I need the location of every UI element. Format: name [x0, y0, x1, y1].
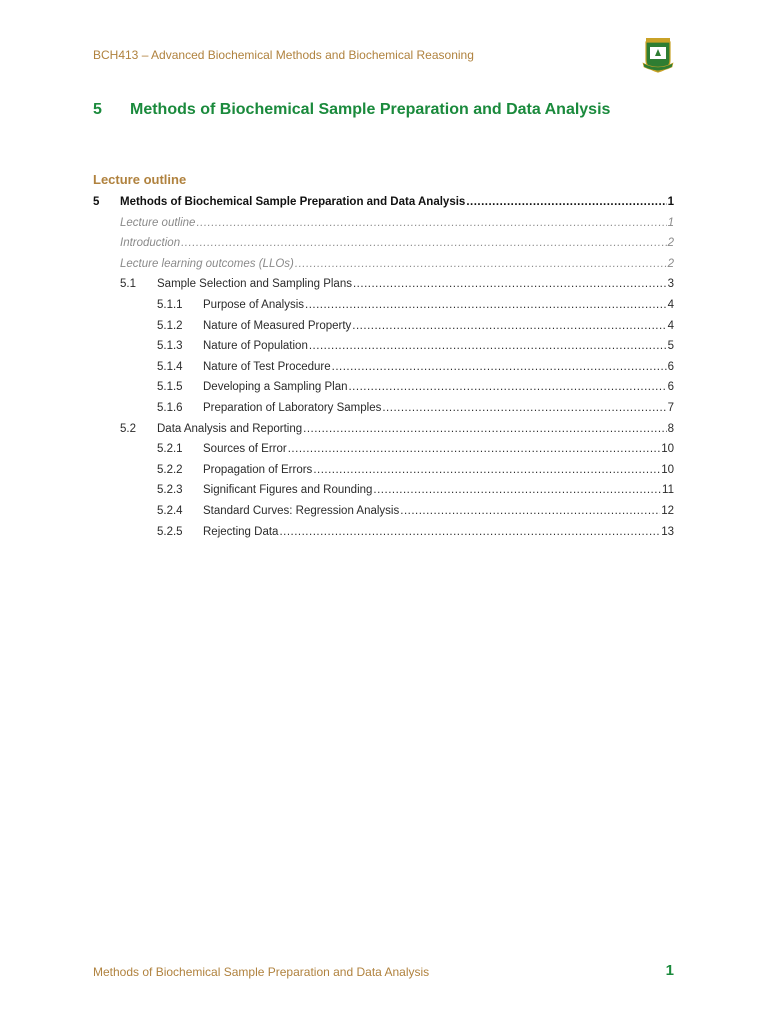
toc-leader-dots	[332, 361, 667, 373]
toc-entry-label: Sample Selection and Sampling Plans	[157, 278, 352, 291]
toc-entry-page: 12	[661, 504, 674, 517]
toc-leader-dots	[382, 402, 666, 414]
toc-entry-page: 5	[667, 340, 674, 353]
toc-entry-label: Preparation of Laboratory Samples	[203, 401, 382, 414]
toc-entry-page: 1	[667, 196, 674, 208]
toc-leader-dots	[303, 423, 666, 435]
table-of-contents	[93, 196, 674, 546]
toc-leader-dots	[348, 381, 666, 393]
toc-entry-page: 7	[667, 401, 674, 414]
toc-entry-page: 10	[661, 463, 674, 476]
toc-entry-label: Developing a Sampling Plan	[203, 381, 348, 394]
toc-entry-number: 5.1.1	[157, 298, 183, 311]
toc-entry-label: Nature of Test Procedure	[203, 360, 331, 373]
toc-entry-page: 10	[661, 443, 674, 456]
toc-leader-dots	[295, 258, 667, 270]
toc-entry-label: Lecture learning outcomes (LLOs)	[120, 257, 294, 270]
toc-entry[interactable]	[93, 196, 674, 217]
toc-entry[interactable]	[93, 423, 674, 444]
toc-entry[interactable]	[93, 505, 674, 526]
toc-entry-label: Significant Figures and Rounding	[203, 484, 373, 497]
toc-entry[interactable]	[93, 299, 674, 320]
toc-leader-dots	[181, 237, 666, 249]
toc-entry-page: 3	[667, 278, 674, 291]
toc-entry[interactable]	[93, 361, 674, 382]
toc-entry[interactable]	[93, 320, 674, 341]
toc-entry-page: 6	[667, 360, 674, 373]
toc-entry[interactable]	[93, 443, 674, 464]
toc-entry-page: 2	[667, 257, 674, 270]
toc-entry-label: Nature of Population	[203, 340, 308, 353]
chapter-title-text: Methods of Biochemical Sample Preparation and Data Analysis	[130, 101, 611, 118]
toc-leader-dots	[279, 526, 660, 538]
toc-entry-number: 5.2.3	[157, 484, 183, 497]
toc-entry-page: 6	[667, 381, 674, 394]
toc-leader-dots	[196, 217, 666, 229]
toc-entry[interactable]	[93, 340, 674, 361]
toc-entry[interactable]	[93, 278, 674, 299]
toc-entry-page: 4	[667, 319, 674, 332]
toc-entry-label: Nature of Measured Property	[203, 319, 352, 332]
toc-leader-dots	[352, 320, 666, 332]
university-crest-icon	[642, 36, 674, 74]
toc-entry-number: 5.1	[120, 278, 136, 291]
toc-leader-dots	[400, 505, 660, 517]
toc-leader-dots	[288, 443, 660, 455]
toc-entry-label: Lecture outline	[120, 216, 196, 229]
toc-leader-dots	[313, 464, 660, 476]
outline-heading: Lecture outline	[93, 172, 187, 187]
toc-entry-number: 5.2	[120, 422, 136, 435]
toc-entry[interactable]	[93, 464, 674, 485]
header-course-title: BCH413 – Advanced Biochemical Methods and Biochemical Reasoning	[93, 48, 474, 62]
toc-entry-label: Introduction	[120, 237, 181, 250]
toc-entry-page: 8	[667, 422, 674, 435]
chapter-number: 5	[93, 101, 102, 118]
toc-entry-number: 5.2.5	[157, 525, 183, 538]
toc-entry-page: 13	[661, 525, 674, 538]
toc-entry-page: 11	[662, 484, 674, 497]
toc-entry[interactable]	[93, 217, 674, 238]
toc-entry-label: Sources of Error	[203, 443, 287, 456]
toc-entry-label: Standard Curves: Regression Analysis	[203, 504, 400, 517]
page-number: 1	[665, 962, 674, 979]
toc-entry-number: 5.1.6	[157, 401, 183, 414]
toc-entry-number: 5.1.2	[157, 319, 183, 332]
chapter-title	[93, 101, 610, 119]
toc-entry-label: Methods of Biochemical Sample Preparation and Data Analysis	[120, 196, 466, 208]
toc-entry-number: 5.2.2	[157, 463, 183, 476]
toc-entry-number: 5.1.4	[157, 360, 183, 373]
toc-entry-label: Purpose of Analysis	[203, 298, 305, 311]
toc-entry-number: 5.2.1	[157, 443, 183, 456]
toc-leader-dots	[305, 299, 667, 311]
toc-entry[interactable]	[93, 526, 674, 547]
toc-entry[interactable]	[93, 237, 674, 258]
toc-entry-number: 5.1.5	[157, 381, 183, 394]
toc-leader-dots	[373, 484, 661, 496]
toc-entry-label: Data Analysis and Reporting	[157, 422, 303, 435]
toc-entry[interactable]	[93, 258, 674, 279]
toc-entry-number: 5.2.4	[157, 504, 183, 517]
toc-entry-number: 5	[93, 196, 100, 208]
toc-entry-number: 5.1.3	[157, 340, 183, 353]
toc-leader-dots	[466, 196, 666, 208]
toc-entry[interactable]	[93, 381, 674, 402]
toc-entry-label: Rejecting Data	[203, 525, 279, 538]
toc-entry-page: 4	[667, 298, 674, 311]
footer-chapter-title: Methods of Biochemical Sample Preparation and Data Analysis	[93, 965, 430, 979]
toc-entry-page: 2	[667, 237, 674, 250]
toc-entry-page: 1	[667, 216, 674, 229]
toc-leader-dots	[353, 278, 667, 290]
toc-entry[interactable]	[93, 484, 674, 505]
toc-leader-dots	[309, 340, 667, 352]
toc-entry-label: Propagation of Errors	[203, 463, 313, 476]
toc-entry[interactable]	[93, 402, 674, 423]
